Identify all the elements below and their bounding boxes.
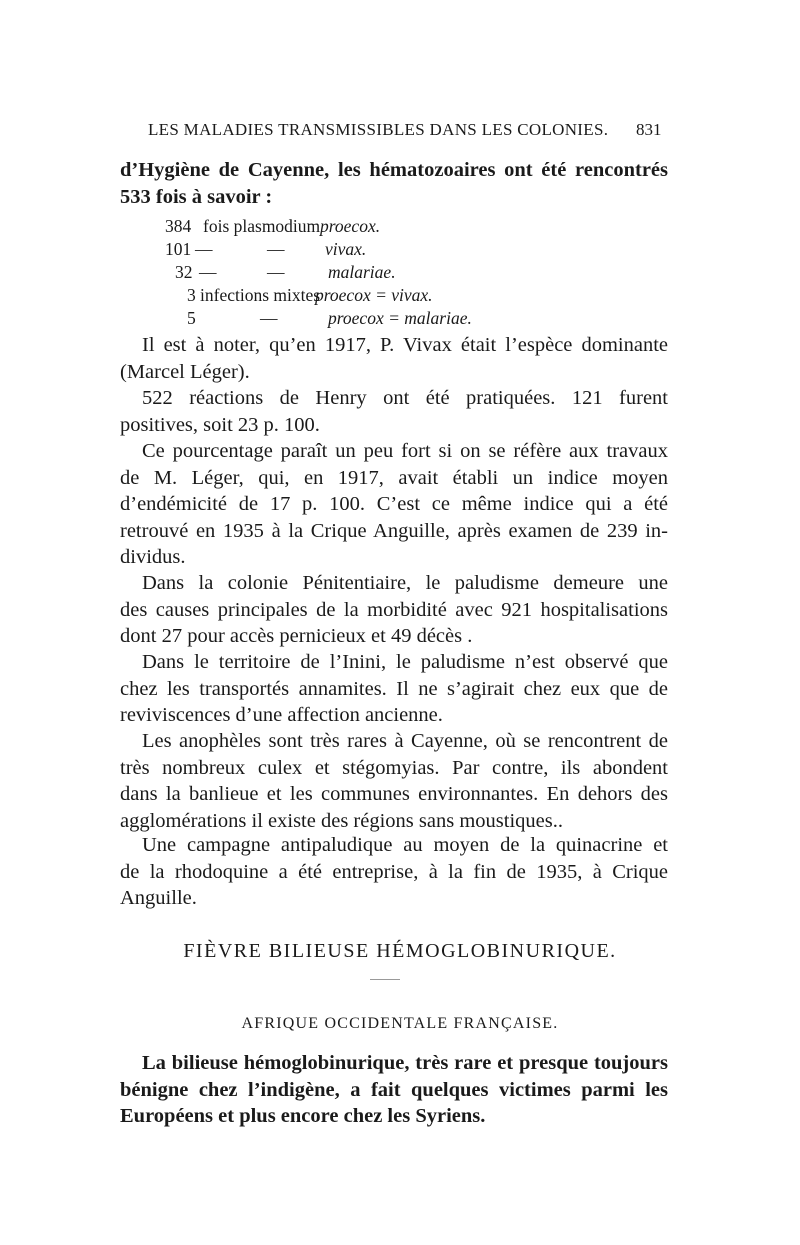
paragraph bbox=[120, 332, 668, 385]
text-line: La bilieuse hémoglobinurique, très rare et presque toujours bbox=[142, 1052, 668, 1074]
text-line: très nombreux culex et stégomyias. Par contre, ils abondent bbox=[120, 756, 668, 779]
text-line: d’Hygiène de Cayenne, les hématozoaires ont été rencontrés bbox=[120, 159, 668, 181]
text-line: (Marcel Léger). bbox=[120, 360, 250, 383]
text-line: chez les transportés annamites. Il ne s’agirait chez eux que de bbox=[120, 677, 668, 700]
page-number: 831 bbox=[636, 120, 662, 139]
divider bbox=[370, 979, 400, 980]
paragraph bbox=[120, 832, 668, 912]
text-line: Anguille. bbox=[120, 887, 197, 909]
text-line: Les anophèles sont très rares à Cayenne, où se rencontrent de bbox=[142, 730, 668, 752]
text-line: dont 27 pour accès pernicieux et 49 décès . bbox=[120, 625, 473, 647]
text-line: de M. Léger, qui, en 1917, avait établi un indice moyen bbox=[120, 466, 668, 489]
text-line: Dans le territoire de l’Inini, le paludisme n’est observé que bbox=[142, 651, 668, 673]
text-line: de la rhodoquine a été entreprise, à la fin de 1935, à Crique bbox=[120, 860, 668, 883]
intro-paragraph bbox=[120, 157, 668, 210]
text-line: dividus. bbox=[120, 546, 186, 568]
paragraph bbox=[120, 570, 668, 650]
paragraph bbox=[120, 1050, 668, 1130]
subsection-title: AFRIQUE OCCIDENTALE FRANÇAISE. bbox=[241, 1015, 559, 1032]
text-line: positives, soit 23 p. 100. bbox=[120, 413, 320, 436]
paragraph bbox=[120, 728, 668, 834]
book-page: LES MALADIES TRANSMISSIBLES DANS LES COLONIES. 831 d’Hygiène de Cayenne, les hématozoaires ont été rencontrés 533 fois à savoir : 384 fois plasmodium proecox. 101 — — vivax. 32 — — malariae. 3 infections mixtes proecox = vivax. 5 — proecox = malariae. Il est à noter, qu’en 1917, P. Vivax était l’espèce dominante (Marcel Léger). 522 réactions de Henry ont été pratiquées. 121 furent positives, soit 23 p. 100. Ce pourcentage paraît un peu fort si on se réfère aux travaux de M. Léger, qui, en 1917, avait établi un indice moyen d’endémicité de 17 p. 100. C’est ce même indice qui a été retrouvé en 1935 à la Crique Anguille, après examen de 239 in- dividus. Dans la colonie Pénitentiaire, le paludisme demeure une des causes principales de la morbidité avec 921 hospitalisations dont 27 pour accès pernicieux et 49 décès . Dans le territoire de l’Inini, le paludisme n’est observé que chez les transportés annamites. Il ne s’agirait chez eux que de reviviscences d’une affection ancienne. Les anophèles sont très rares à Cayenne, où se rencontrent de très nombreux culex et stégomyias. Par contre, ils abondent dans la banlieue et les communes environnantes. En dehors des agglomérations il existe des régions sans moustiques.. Une campagne antipaludique au moyen de la quinacrine et de la rhodoquine a été entreprise, à la fin de 1935, à Crique Anguille. FIÈVRE BILIEUSE HÉMOGLOBINURIQUE. AFRIQUE OCCIDENTALE FRANÇAISE. La bilieuse hémoglobinurique, très rare et presque toujours bénigne chez l’indigène, a fait quelques victimes parmi les Européens et plus encore chez les Syriens. bbox=[0, 0, 800, 1245]
text-line: 533 fois à savoir : bbox=[120, 185, 273, 208]
text-line: Européens et plus encore chez les Syriens. bbox=[120, 1105, 486, 1127]
text-line: dans la banlieue et les communes environnantes. En dehors des bbox=[120, 783, 668, 805]
text-line: Une campagne antipaludique au moyen de la quinacrine et bbox=[142, 834, 668, 856]
paragraph bbox=[120, 385, 668, 438]
text-line: des causes principales de la morbidité avec 921 hospitalisations bbox=[120, 598, 668, 621]
text-line: Dans la colonie Pénitentiaire, le paludisme demeure une bbox=[142, 572, 668, 594]
text-line: agglomérations il existe des régions sans moustiques.. bbox=[120, 809, 563, 832]
paragraph bbox=[120, 438, 668, 571]
paragraph bbox=[120, 649, 668, 729]
text-line: bénigne chez l’indigène, a fait quelques victimes parmi les bbox=[120, 1078, 668, 1101]
text-line: 522 réactions de Henry ont été pratiquées. 121 furent bbox=[142, 387, 668, 409]
text-line: Il est à noter, qu’en 1917, P. Vivax était l’espèce dominante bbox=[142, 334, 668, 356]
text-line: reviviscences d’une affection ancienne. bbox=[120, 704, 443, 726]
section-title: FIÈVRE BILIEUSE HÉMOGLOBINURIQUE. bbox=[183, 940, 617, 962]
text-line: d’endémicité de 17 p. 100. C’est ce même indice qui a été bbox=[120, 493, 668, 515]
text-line: retrouvé en 1935 à la Crique Anguille, après examen de 239 in- bbox=[120, 519, 668, 542]
running-head: LES MALADIES TRANSMISSIBLES DANS LES COLONIES. bbox=[148, 120, 609, 139]
text-line: Ce pourcentage paraît un peu fort si on se réfère aux travaux bbox=[142, 440, 668, 462]
